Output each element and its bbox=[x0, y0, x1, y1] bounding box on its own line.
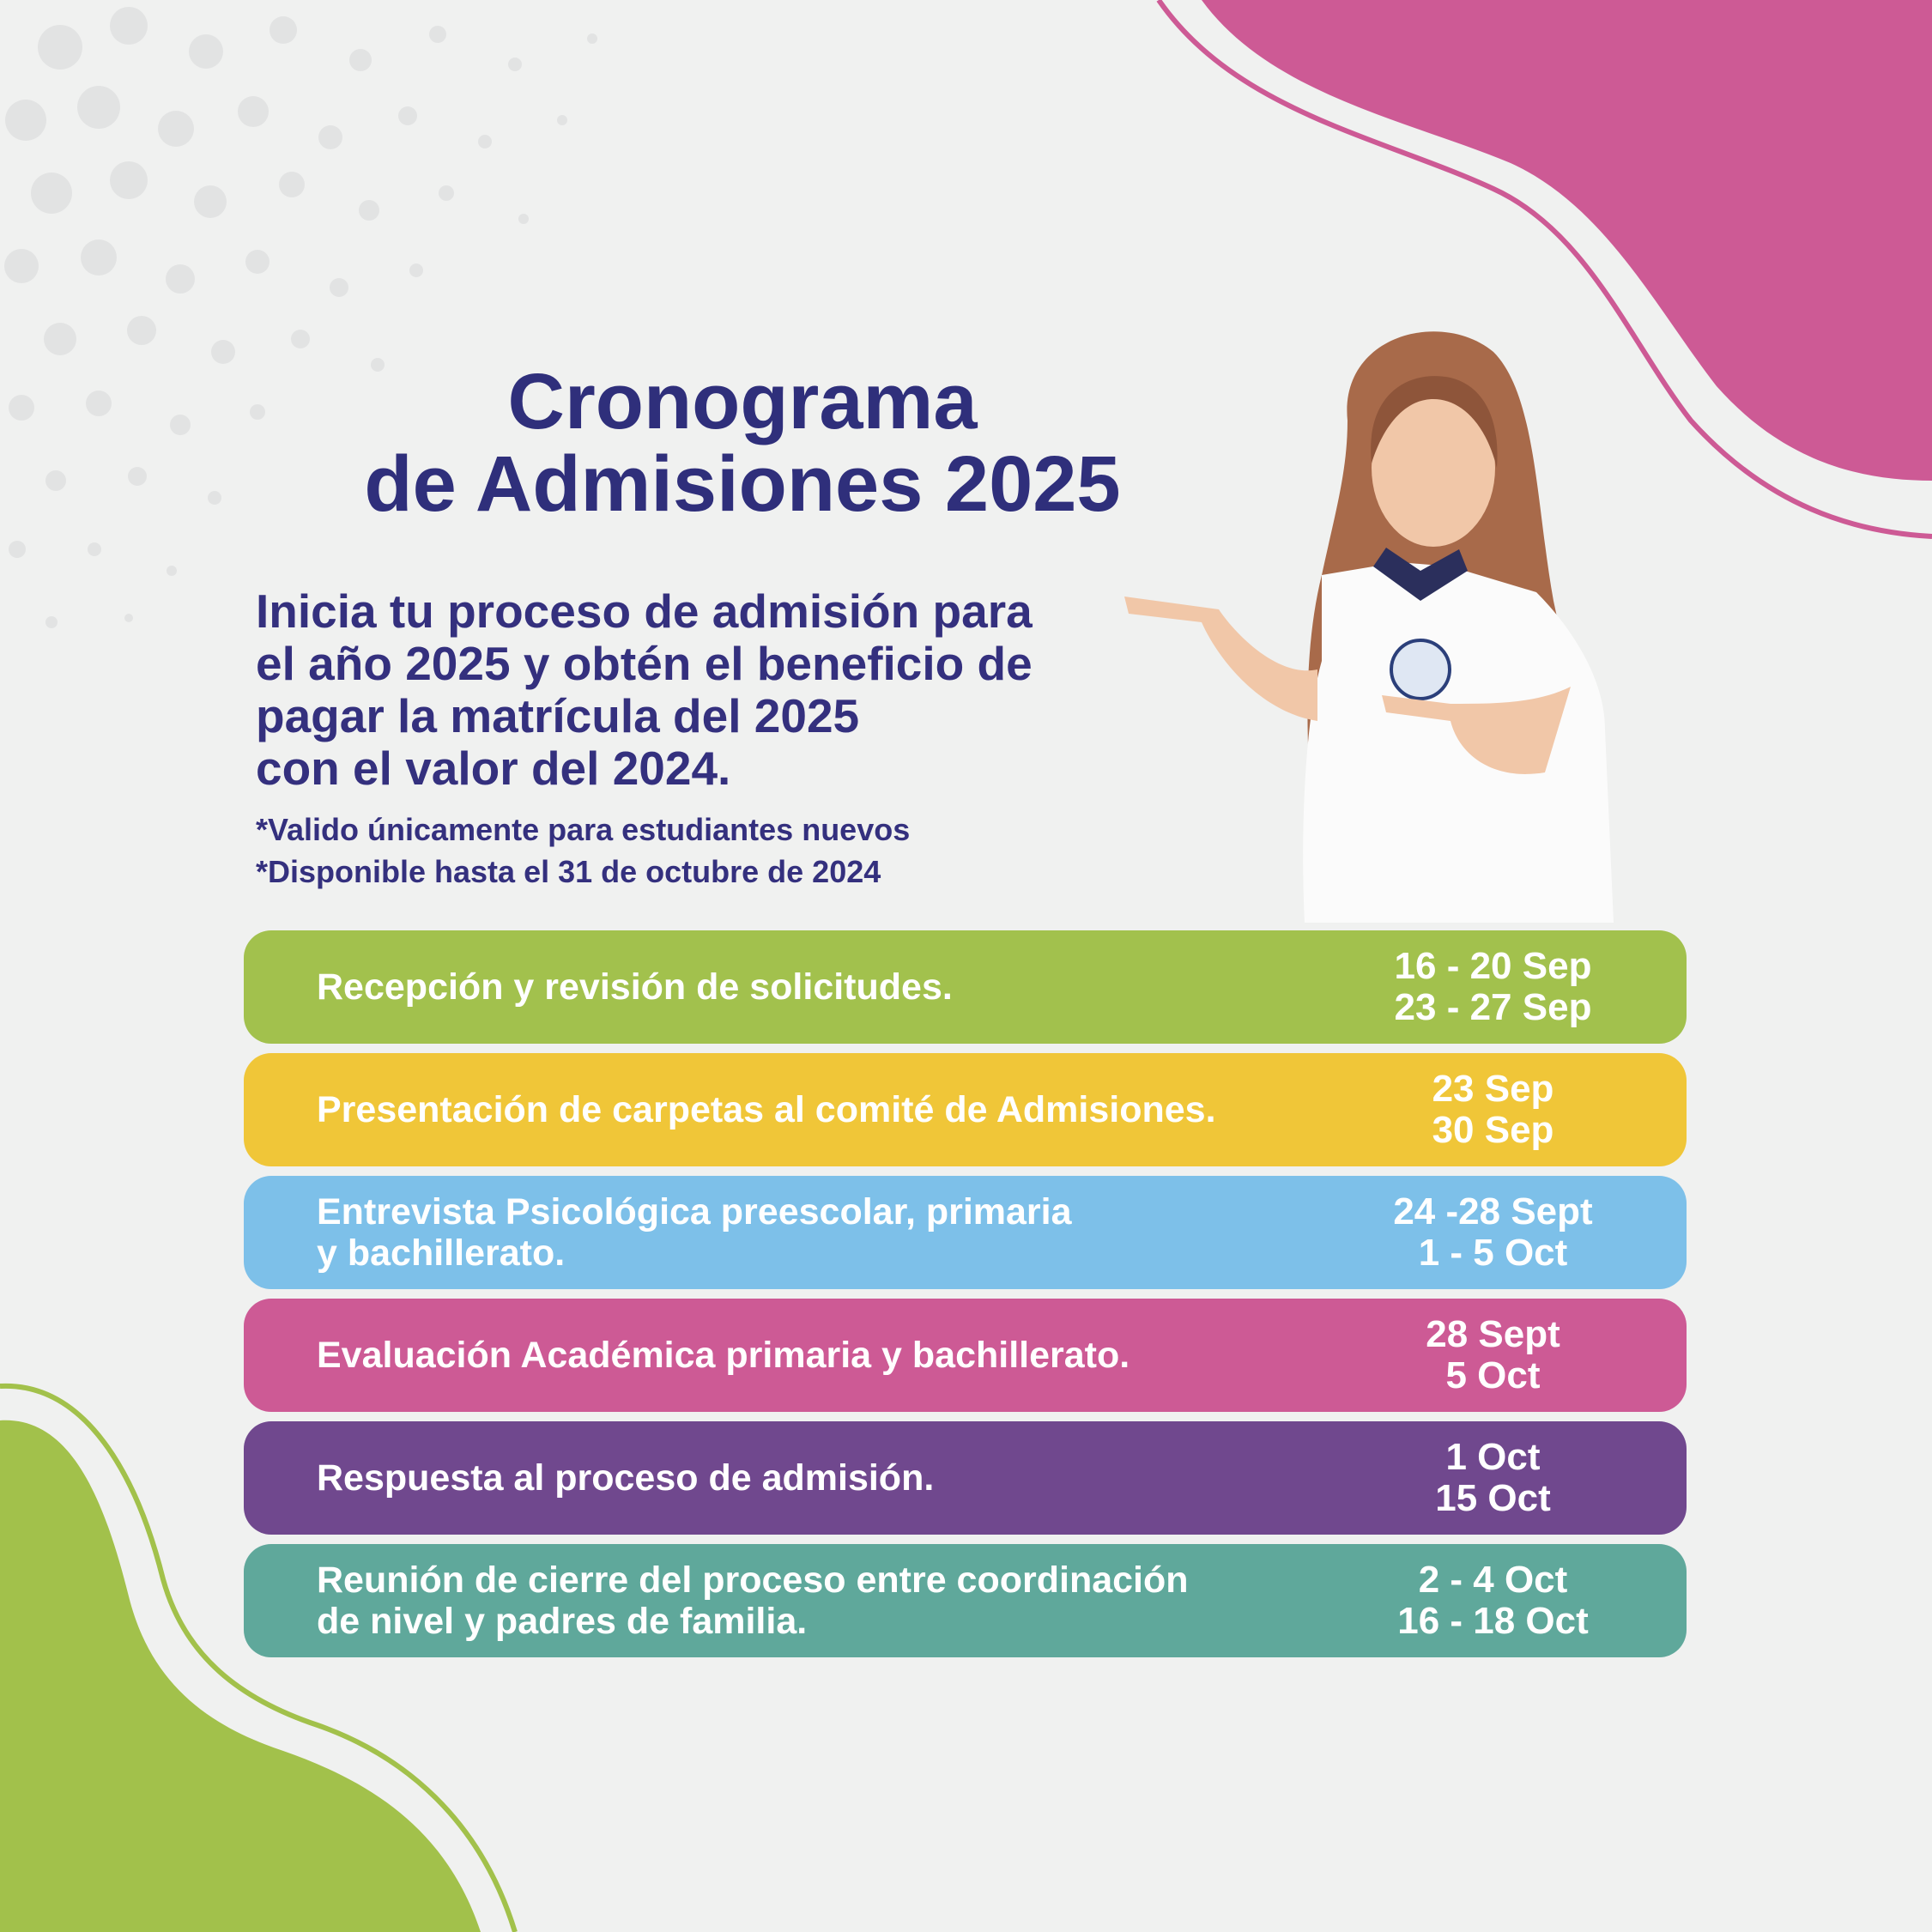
dot-pattern bbox=[4, 7, 597, 628]
schedule-activity: Entrevista Psicológica preescolar, primaria y bachillerato. bbox=[317, 1191, 1072, 1274]
intro-line-4: con el valor del 2024. bbox=[256, 742, 731, 795]
schedule-dates: 23 Sep 30 Sep bbox=[1432, 1068, 1554, 1151]
schedule-activity: Respuesta al proceso de admisión. bbox=[317, 1457, 935, 1499]
schedule-dates: 16 - 20 Sep 23 - 27 Sep bbox=[1394, 945, 1592, 1028]
schedule-dates: 2 - 4 Oct 16 - 18 Oct bbox=[1397, 1559, 1589, 1642]
arm-left bbox=[1124, 597, 1317, 721]
note-new-students: *Valido únicamente para estudiantes nuevos bbox=[256, 812, 911, 847]
shirt bbox=[1303, 562, 1614, 923]
intro-line-3: pagar la matrícula del 2025 bbox=[256, 689, 860, 742]
schedule-row bbox=[244, 930, 1687, 1044]
footnotes bbox=[256, 809, 1114, 893]
title-line-2: de Admisiones 2025 bbox=[364, 440, 1121, 528]
schedule-activity: Evaluación Académica primaria y bachillerato. bbox=[317, 1335, 1130, 1376]
schedule-dates: 1 Oct 15 Oct bbox=[1435, 1436, 1551, 1519]
schedule-dates: 24 -28 Sept 1 - 5 Oct bbox=[1393, 1190, 1593, 1274]
student-photo bbox=[1090, 318, 1742, 923]
note-availability: *Disponible hasta el 31 de octubre de 2024 bbox=[256, 854, 881, 889]
schedule-activity: Presentación de carpetas al comité de Admisiones. bbox=[317, 1089, 1216, 1130]
school-badge bbox=[1391, 640, 1450, 699]
title-line-1: Cronograma bbox=[507, 358, 978, 445]
intro-line-2: el año 2025 y obtén el beneficio de bbox=[256, 637, 1033, 690]
schedule-dates: 28 Sept 5 Oct bbox=[1426, 1313, 1560, 1396]
schedule-activity: Reunión de cierre del proceso entre coordinación de nivel y padres de familia. bbox=[317, 1560, 1189, 1642]
schedule-row bbox=[244, 1299, 1687, 1412]
schedule-row bbox=[244, 1544, 1687, 1657]
intro-line-1: Inicia tu proceso de admisión para bbox=[256, 584, 1033, 638]
page-title bbox=[283, 358, 1202, 528]
schedule-row bbox=[244, 1176, 1687, 1289]
intro-text bbox=[256, 585, 1157, 795]
admissions-schedule bbox=[244, 930, 1687, 1667]
schedule-row bbox=[244, 1421, 1687, 1535]
schedule-activity: Recepción y revisión de solicitudes. bbox=[317, 966, 953, 1008]
schedule-row bbox=[244, 1053, 1687, 1166]
